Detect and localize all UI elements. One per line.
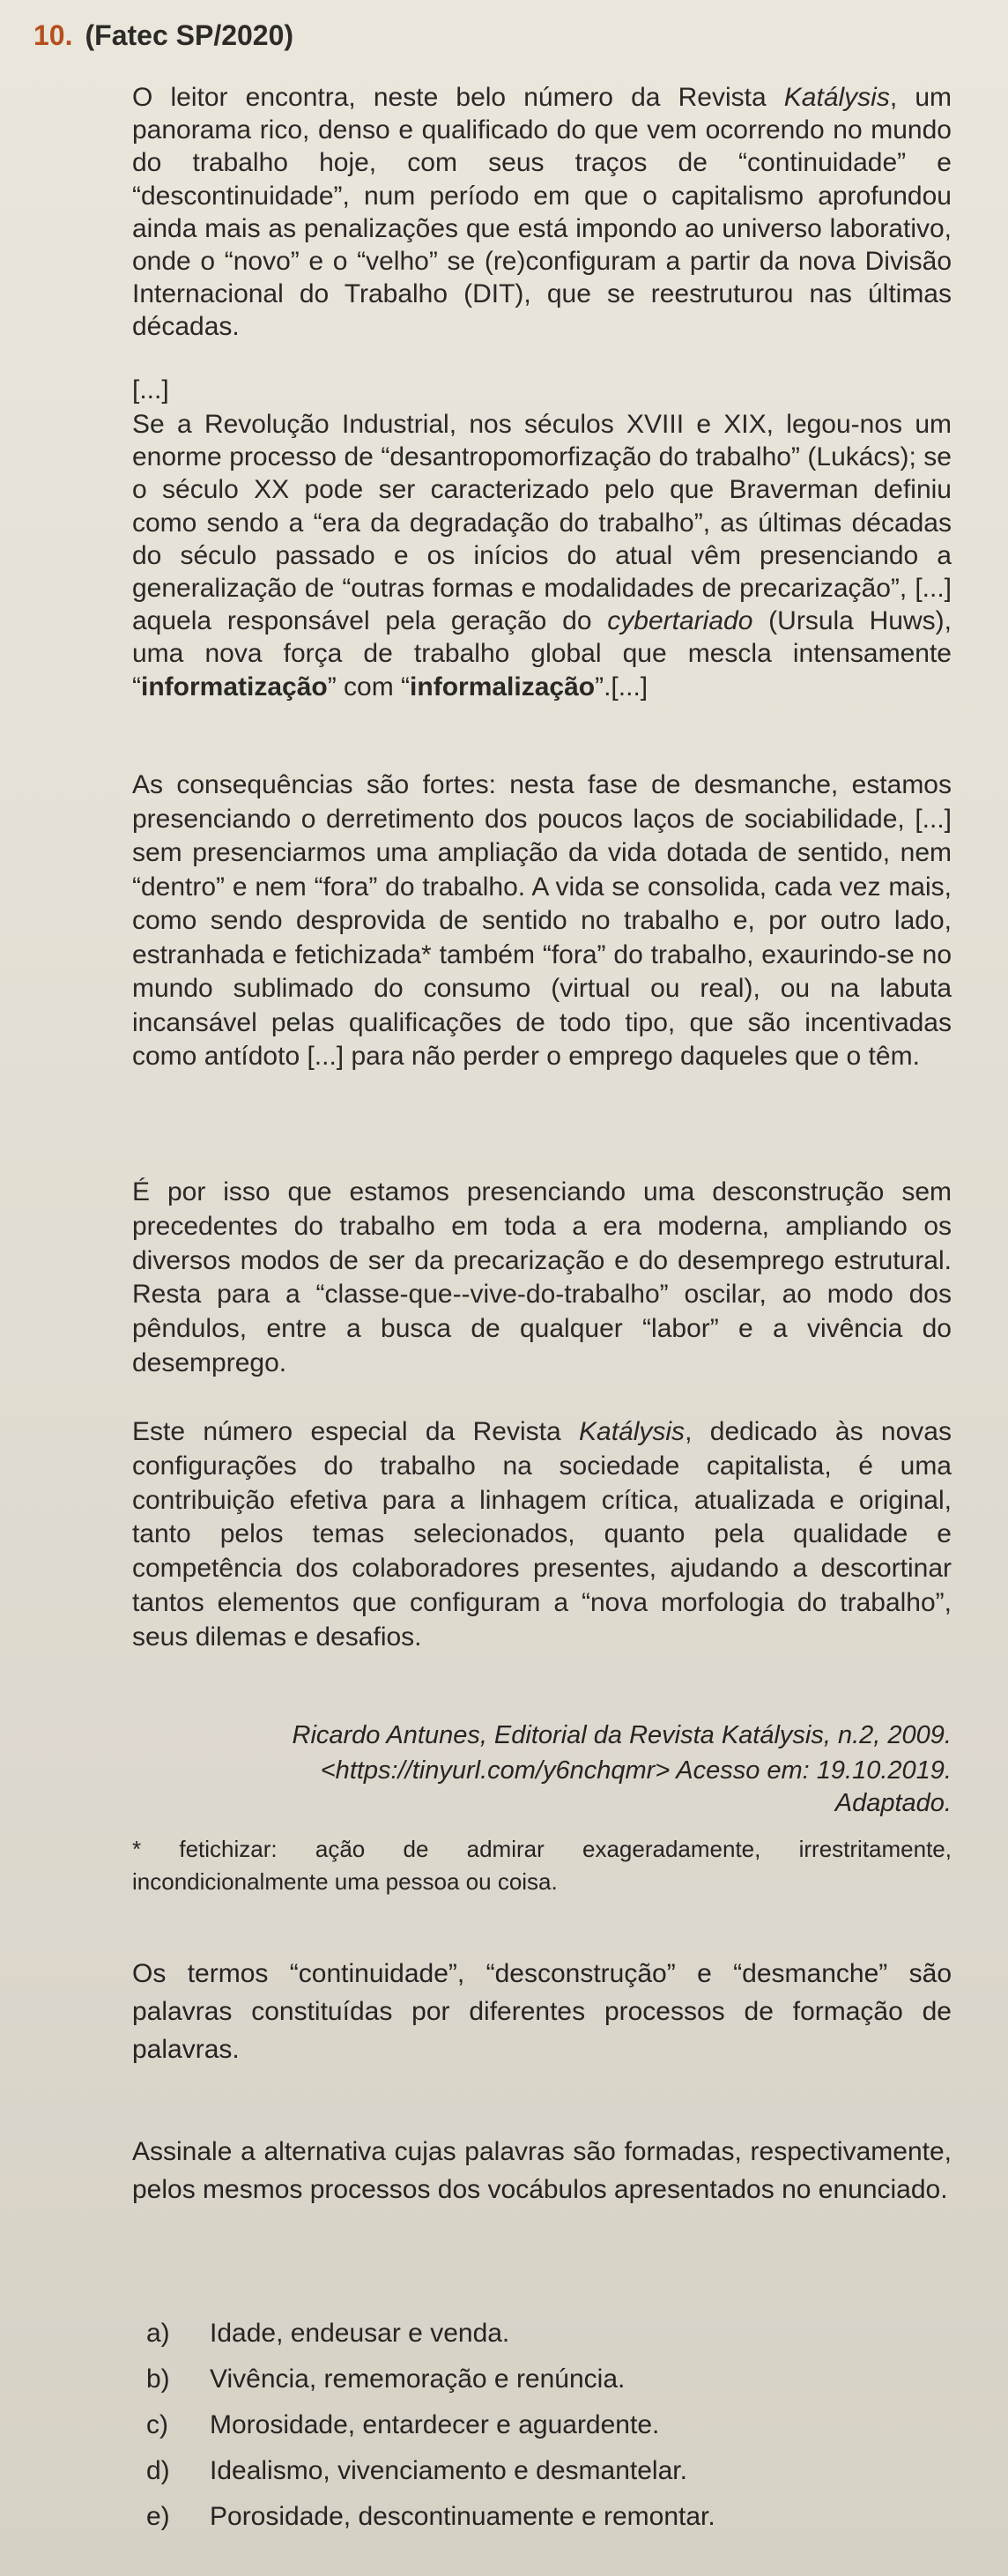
text-paragraph-5 [132, 1415, 952, 1655]
question-header [33, 19, 293, 52]
option-text: Vivência, rememoração e renúncia. [210, 2364, 626, 2394]
text-p1-part-b: , um panorama rico, denso e qualificado do que vem ocorrendo no mundo do trabalho hoje, com seus traços de “continuidade” e “descontinuidade”, num período em que o capitalismo aprofundou ainda mais as penalizações que está impondo ao universo laborativo, onde o “novo” e o “velho” se (re)configuram a partir da nova Divisão Internacional do Trabalho (DIT), que se reestruturou nas últimas décadas. [132, 83, 952, 342]
source-url: <https://tinyurl.com/y6nchqmr> Acesso em: 19.10.2019. [320, 1756, 952, 1785]
option-letter: c) [146, 2410, 168, 2439]
option-text: Morosidade, entardecer e aguardente. [210, 2410, 660, 2439]
option-letter: a) [146, 2319, 170, 2348]
option-a[interactable] [146, 2311, 939, 2357]
journal-name-2: Katálysis [579, 1417, 686, 1446]
option-letter: b) [146, 2364, 170, 2394]
text-p2-part-d: ”.[...] [595, 672, 649, 702]
text-p5-part-a: Este número especial da Revista [132, 1417, 580, 1446]
footnote: * fetichizar: ação de admirar exageradamente, irrestritamente, incondicionalmente uma pessoa ou coisa. [132, 1836, 952, 1895]
ellipsis-marker: [...] [132, 375, 169, 405]
journal-name: Katálysis [783, 83, 890, 112]
text-p2-part-a: Se a Revolução Industrial, nos séculos XVIII e XIX, legou-nos um enorme processo de “desantropomorfização do trabalho” (Lukács); se o século XX pode ser caracterizado pelo que Braverman definiu como sendo a “era da degradação do trabalho”, as últimas décadas do século passado e os inícios do atual vêm presenciando a generalização de “outras formas e modalidades de precarização”, [...] aquela responsável pela geração do [132, 410, 952, 636]
option-b[interactable] [146, 2357, 939, 2402]
question-number: 10. [33, 19, 73, 51]
text-paragraph-3: As consequências são fortes: nesta fase de desmanche, estamos presenciando o derretimento dos poucos laços de sociabilidade, [...] sem presenciarmos uma ampliação da vida dotada de sentido, nem “dentro” e nem “fora” do trabalho. A vida se consolida, cada vez mais, como sendo desprovida de sentido no trabalho e, por outro lado, estranhada e fetichizada* também “fora” do trabalho, exaurindo-se no mundo sublimado do consumo (virtual ou real), ou na labuta incansável pelas qualificações de todo tipo, que são incentivadas como antídoto [...] para não perder o emprego daqueles que o têm. [132, 770, 952, 1071]
option-text: Porosidade, descontinuamente e remontar. [210, 2502, 715, 2531]
text-paragraph-2 [132, 408, 952, 703]
question-stem-2: Assinale a alternativa cujas palavras são formadas, respectivamente, pelos mesmos processos dos vocábulos apresentados no enunciado. [132, 2137, 952, 2204]
question-source: (Fatec SP/2020) [85, 19, 294, 51]
source-adapted: Adaptado. [834, 1789, 952, 1817]
option-d[interactable] [146, 2448, 939, 2494]
text-paragraph-4: É por isso que estamos presenciando uma desconstrução sem precedentes do trabalho em toda a era moderna, ampliando os diversos modos de ser da precarização e do desemprego estrutural. Resta para a “classe-que--vive-do-trabalho” oscilar, ao modo dos pêndulos, entre a busca de qualquer “labor” e a vivência do desemprego. [132, 1177, 952, 1377]
answer-options [146, 2311, 939, 2540]
text-p2-part-c: ” com “ [327, 672, 411, 702]
text-p2-part-b: (Ursula Huws), uma nova força de trabalho global que mescla intensamente “ [132, 606, 952, 702]
informatizacao-term: informatização [141, 672, 328, 702]
option-text: Idade, endeusar e venda. [210, 2319, 510, 2348]
question-stem-1: Os termos “continuidade”, “desconstrução” e “desmanche” são palavras constituídas por diferentes processos de formação de palavras. [132, 1959, 952, 2064]
text-p1-part-a: O leitor encontra, neste belo número da Revista [132, 83, 784, 112]
option-text: Idealismo, vivenciamento e desmantelar. [210, 2456, 687, 2485]
text-p5-part-b: , dedicado às novas configurações do trabalho na sociedade capitalista, é uma contribuição efetiva para a linhagem crítica, atualizada e original, tanto pelos temas selecionados, quanto pela qualidade e competência dos colaboradores presentes, ajudando a descortinar tantos elementos que configuram a “nova morfologia do trabalho”, seus dilemas e desafios. [132, 1417, 952, 1652]
option-e[interactable] [146, 2494, 939, 2540]
option-c[interactable] [146, 2402, 939, 2448]
option-letter: d) [146, 2456, 170, 2485]
option-letter: e) [146, 2502, 170, 2531]
source-citation: Ricardo Antunes, Editorial da Revista Katálysis, n.2, 2009. [292, 1721, 952, 1749]
cybertariado-term: cybertariado [607, 606, 753, 636]
informalizacao-term: informalização [410, 672, 596, 702]
text-paragraph-1 [132, 81, 952, 344]
